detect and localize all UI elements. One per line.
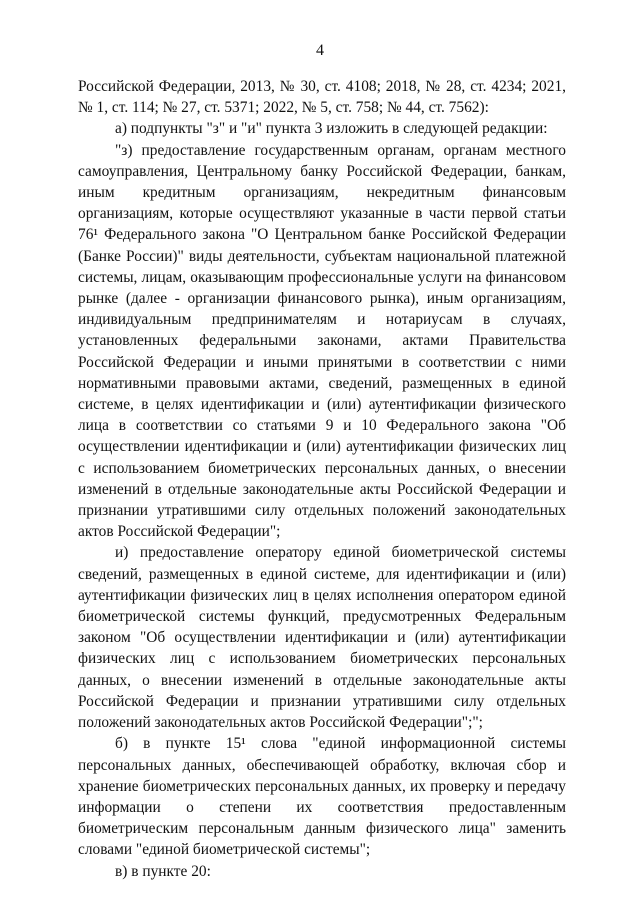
- paragraph-amendment-v: в) в пункте 20:: [115, 862, 211, 880]
- paragraph-subitem-z: "з) предоставление государственным органам, органам местного самоуправления, Центральному банку Российской Федерации, банкам, иным кредитным организациям, некредитным финансовым организациям, которые осуществляют указанные в части первой статьи 76¹ Федерального закона "О Центральном банке Российской Федерации (Банке России)" виды деятельности, субъектам национальной платежной системы, лицам, оказывающим профессиональные услуги на финансовом рынке (далее - организации финансового рынка), иным организациям, индивидуальным предпринимателям и нотариусам в случаях, установленных федеральными законами, актами Правительства Российской Федерации и иными принятыми в соответствии с ними нормативными правовыми актами, сведений, размещенных в единой системе, в целях идентификации и (или) аутентификации физического лица в соответствии со статьями 9 и 10 Федерального закона "Об осуществлении идентификации и (или) аутентификации физических лиц с использованием биометрических персональных данных, о внесении изменений в отдельные законодательные акты Российской Федерации и признании утратившими силу отдельных положений законодательных актов Российской Федерации";: [78, 141, 566, 541]
- paragraph-subitem-i: и) предоставление оператору единой биометрической системы сведений, размещенных в единой системе, для идентификации и (или) аутентификации физических лиц в целях исполнения оператором единой биометрической системы функций, предусмотренных Федеральным законом "Об осуществлении идентификации и (или) аутентификации физических лиц с использованием биометрических персональных данных, о внесении изменений в отдельные законодательные акты Российской Федерации и признании утратившими силу отдельных положений законодательных актов Российской Федерации";";: [78, 544, 566, 732]
- paragraph-amendment-b: б) в пункте 15¹ слова "единой информационной системы персональных данных, обеспечивающей обработку, включая сбор и хранение биометрических персональных данных, их проверку и передачу информации о степени их соответствия предоставленным биометрическим персональным данным физического лица" заменить словами "единой биометрической системы";: [78, 735, 566, 859]
- paragraph-amendment-a: а) подпункты "з" и "и" пункта 3 изложить в следующей редакции:: [115, 120, 548, 138]
- paragraph-citation-continuation: Российской Федерации, 2013, № 30, ст. 4108; 2018, № 28, ст. 4234; 2021, № 1, ст. 114; № 27, ст. 5371; 2022, № 5, ст. 758; № 44, ст. 7562):: [78, 78, 566, 117]
- document-body: [78, 76, 566, 882]
- page-number: 4: [316, 42, 324, 59]
